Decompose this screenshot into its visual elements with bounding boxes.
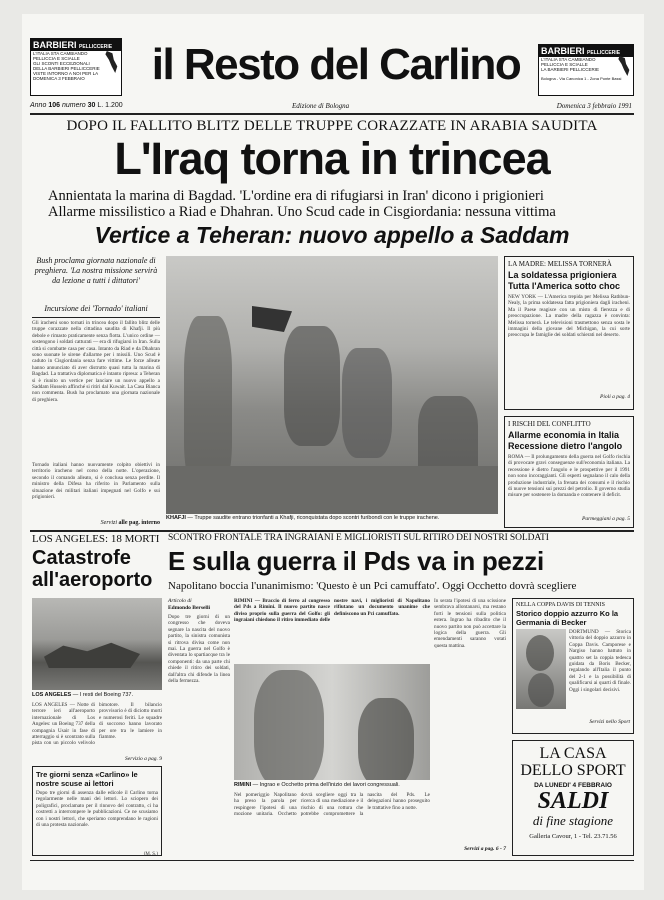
flag-shape (252, 306, 292, 332)
letters-headline: Tre giorni senza «Carlino» le nostre scuse ai lettori (36, 770, 138, 788)
pds-caption-text: Ingrao e Occhetto prima dell'inizio dei lavori congressuali. (259, 782, 400, 788)
lead-deck-1: Annientata la marina di Bagdad. 'L'ordine era di rifugiarsi in Iran' dicono i prigionieri (48, 188, 544, 204)
pds-caption-tag: RIMINI (234, 782, 252, 788)
melissa-kicker: LA MADRE: MELISSA TORNERÀ (508, 260, 612, 268)
left-ad-line: VISTE INTORNO A NOI PER LA DOMENICA 3 FEBBRAIO (33, 71, 98, 81)
pds-body-b: Nel pomeriggio Napolitano ha preso la parola per respingere l'ipotesi di una mozione unitaria. Occhetto dovrà scegliere oggi tra la ricerca di una mediazione e il rischio di una rottura che potrebbe compromettere la nascita del Pds. Le delegazioni hanno proseguito le trattative fino a notte. (234, 792, 430, 818)
khafji-caption: KHAFJI — Truppe saudite entrano trionfanti a Khafji, riconquistata dopo scontri furibondi con le truppe irachene. (166, 515, 440, 521)
la-ref: Servizio a pag. 9 (125, 756, 162, 762)
khafji-caption-text: Truppe saudite entrano trionfanti a Khafji, riconquistata dopo scontri furibondi con le truppe irachene. (194, 515, 440, 521)
numero-label: numero (61, 102, 86, 109)
ad-line-1: LA CASA (539, 745, 607, 762)
pds-ref (434, 846, 506, 852)
left-masthead-ad (30, 38, 122, 96)
pds-deck: Napolitano boccia l'unanimismo: 'Questo è un Pci camuffato'. Oggi Occhetto dovrà scegliere (168, 580, 577, 592)
side-deck-rule (32, 317, 160, 318)
la-kicker: LOS ANGELES: 18 MORTI (32, 533, 160, 545)
anno-value: 106 (48, 102, 60, 109)
lead-body-2: Tornado italiani hanno nuovamente colpito obiettivi in territorio iracheno nel corso della notte. L'operazione, secondo il comando alleato, si è conclusa senza perdite. Il ministro della Difesa ha riferito in Parlamento sulla situazione dei militari italiani impegnati nel Golfo e sui prigionieri. (32, 462, 160, 501)
soldier-figure (342, 348, 392, 458)
khafji-photo (166, 256, 498, 514)
tennis-ref: Servizi nello Sport (589, 719, 630, 725)
lead-headline: L'Iraq torna in trincea (114, 133, 550, 184)
la-headline: Catastrofe all'aeroporto (32, 547, 153, 591)
tennis-kicker: NELLA COPPA DAVIS DI TENNIS (516, 602, 605, 608)
la-body: LOS ANGELES — Notte di terrore ieri all'aeroporto internazionale di Los Angeles: un Boeing 737 della compagnia Usair in fase di atterraggio si è scontrato sulla pista con un piccolo velivolo bimotore. Il bilancio provvisorio è di diciotto morti e numerosi feriti. Le squadre di soccorso hanno lavorato per ore tra le lamiere in fiamme. (32, 702, 162, 747)
tennis-box (512, 598, 634, 734)
edition: Edizione di Bologna (292, 102, 350, 110)
right-ad-line: PELLICCIA E SCIALLE (541, 62, 588, 67)
folio-line (30, 100, 634, 112)
economy-body: ROMA — Il prolungamento della guerra nel Golfo rischia di provocare gravi conseguenze sull'economia italiana. La recessione è dietro l'angolo e le prospettive per il 1991 non sono incoraggianti. Gli esperti segnalano il calo della produzione industriale, la frenata dei consumi e il rischio di nuove tensioni sui prezzi del petrolio. Il governo studia misure per sostenere la domanda e contenere il deficit. (508, 454, 630, 499)
pds-body-a: Dopo tre giorni di un congresso che doveva segnare la nascita del nuovo partito, la sinistra comunista si ritrova divisa come non mai. La guerra nel Golfo è diventata lo spartiacque tra le componenti: da una parte chi chiede il ritiro dei soldati, dall'altra chi difende la linea della fermezza. (168, 614, 230, 685)
economy-ref: Parmeggiani a pag. 5 (582, 516, 630, 522)
melissa-body: NEW YORK — L'America trepida per Melissa Rathbun-Nealy, la prima soldatessa fatta prigioniera dagli iracheni. Ma il Paese reagisce con un misto di fierezza e di preoccupazione. La madre della ragazza è convinta: Melissa tornerà. Le televisioni trasmettono senza sosta le immagini della giovane del Michigan, la cui sorte preoccupa le famiglie dei soldati schierati nel deserto. (508, 294, 630, 339)
side-deck-2: Incursione dei 'Tornado' italiani (44, 304, 148, 313)
pds-headline: E sulla guerra il Pds va in pezzi (168, 546, 544, 576)
ad-line-5: di fine stagione (532, 813, 614, 828)
second-headline: Vertice a Teheran: nuovo appello a Saddam (94, 222, 570, 248)
right-ad-line: L'ITALIA STA CAMBIANDO (541, 57, 596, 62)
la-caption-text: I resti del Boeing 737. (79, 692, 133, 698)
left-ad-line: L'ITALIA STA CAMBIANDO (33, 51, 88, 56)
right-ad-address: Bologna - Via Canonica 1 - Zona Ponte Bassi (541, 76, 622, 81)
letters-box (32, 766, 162, 856)
economy-headline: Allarme economia in Italia Recessione dietro l'angolo (508, 430, 623, 451)
soldier-figure (284, 326, 340, 446)
bottom-rule (30, 860, 634, 861)
pds-article-label: Articolo di (168, 598, 192, 604)
la-photo (32, 598, 162, 690)
casa-sport-ad (512, 740, 634, 856)
la-caption-tag: LOS ANGELES (32, 692, 72, 698)
ground-shape (166, 466, 498, 514)
lead-ref-pages: alle pag. interno (118, 520, 160, 526)
right-ad-line: LA BARBIERI PELLICCERIE (541, 67, 600, 72)
lead-overline: DOPO IL FALLITO BLITZ DELLE TRUPPE CORAZZATE IN ARABIA SAUDITA (66, 118, 598, 134)
khafji-caption-tag: KHAFJI (166, 515, 186, 521)
left-ad-line: GLI SCONTI ECCEZIONALI (33, 61, 90, 66)
wreck-shape (44, 640, 140, 668)
ad-line-2: DELLO SPORT (520, 762, 626, 779)
melissa-ref: Pioli a pag. 4 (600, 394, 630, 400)
issue-date: Domenica 3 febbraio 1991 (556, 102, 632, 110)
lead-ref (32, 520, 160, 526)
player-figure (528, 673, 554, 707)
right-ad-brand: BARBIERI PELLICCERIE (539, 45, 633, 57)
pds-caption: RIMINI — Ingrao e Occhetto prima dell'inizio dei lavori congressuali. (234, 782, 400, 788)
left-ad-line: DELLA BARBIERI PELLICCERIE (33, 66, 100, 71)
pds-lead-body: RIMINI — Braccio di ferro al congresso del Pds a Rimini. Il nuovo partito nasce diviso proprio sulla guerra del Golfo: gli ingraiani chiedono il ritiro immediato delle nostre navi, i miglioristi di Napolitano rifiutano un documento unanime che definiscono un Pci camuffato. (234, 598, 430, 624)
la-caption: LOS ANGELES — I resti del Boeing 737. (32, 692, 133, 698)
ad-line-3: DA LUNEDI' 4 FEBBRAIO (534, 782, 612, 789)
melissa-headline: La soldatessa prigioniera Tutta l'America sotto choc (508, 270, 620, 291)
letters-sign: (M. S.) (143, 852, 158, 857)
ingrao-occhetto-photo (234, 664, 430, 780)
occhetto-figure (358, 698, 414, 780)
lead-ref-label: Servizi (100, 520, 117, 526)
numero-value: 30 (87, 102, 96, 109)
melissa-box (504, 256, 634, 410)
lower-section-rule (30, 530, 634, 532)
player-figure (526, 635, 554, 671)
masthead-rule (30, 113, 634, 115)
pds-author: Edmondo Berselli (168, 605, 211, 611)
pds-ref-text: Servizi a pag. 6 - 7 (464, 846, 506, 852)
pds-overline: SCONTRO FRONTALE TRA INGRAIANI E MIGLIORISTI SUL RITIRO DEI NOSTRI SOLDATI (168, 533, 549, 543)
ingrao-figure (254, 670, 324, 780)
right-masthead-ad (538, 44, 634, 96)
pds-body-c: In serata l'ipotesi di una scissione sembrava allontanarsi, ma restano forti le tensioni sulla politica estera. Ingrao ha ribadito che il nuovo partito non può accettare la logica della guerra. Gli emendamenti saranno votati questa mattina. (434, 598, 506, 649)
left-ad-line: PELLICCIA E SCIALLE (33, 56, 80, 61)
newspaper-title: il Resto del Carlino (151, 40, 521, 89)
ad-address: Galleria Cavour, 1 - Tel. 23.71.56 (529, 833, 617, 840)
newspaper-page (22, 14, 644, 890)
anno-label: Anno (30, 102, 47, 109)
ad-line-4: SALDI (537, 788, 609, 814)
tennis-photo (516, 629, 566, 709)
side-deck-1: Bush proclama giornata nazionale di preghiera. 'La nostra missione servirà da lezione a tutti i dittatori' (34, 256, 158, 285)
economy-box (504, 416, 634, 528)
tennis-headline: Storico doppio azzurro Ko la Germania di Becker (516, 609, 619, 627)
lead-body: Gli iracheni sono tornati in trincea dopo il fallito blitz delle truppe corazzate nella cittadina saudita di Khafji. Il più debole e rimasto praticamente senza flotta. L'unico ordine — sostengono i soldati catturati — era di rifugiarsi in Iran. Sulla città si combatte casa per casa. Intanto da Riad e da Dhahran sono suonate le sirene d'allarme per i missili. Uno Scud è caduto in Cisgiordania senza fare vittime. Le forze alleate hanno annunciato di aver distrutto quasi tutta la marina di Bagdad. La trattativa diplomatica è intanto ripresa: a Teheran si è riunito un vertice per lanciare un nuovo appello a Saddam Hussein affinché si ritiri dal Kuwait. La Casa Bianca non commenta. Bush ha proclamato una giornata nazionale di preghiera. (32, 320, 160, 403)
letters-body: Dopo tre giorni di assenza dalle edicole il Carlino torna regolarmente nelle mani dei lettori. Lo sciopero dei poligrafici, proclamato per il rinnovo del contratto, ci ha costretti a interrompere le pubblicazioni. Ce ne scusiamo con i nostri lettori, che speriamo comprendano le ragioni di una protesta nazionale. (36, 790, 158, 829)
lead-deck-2: Allarme missilistico a Riad e Dhahran. Uno Scud cade in Cisgiordania: nessuna vittima (48, 204, 556, 220)
price: L. 1.200 (97, 102, 123, 109)
tennis-body: DORTMUND — Storica vittoria del doppio azzurro in Coppa Davis. Camporese e Nargiso hanno battuto in quattro set la coppia tedesca guidata da Boris Becker, regalando all'Italia il punto del 2-1 e la possibilità di qualificarsi ai quarti di finale. Oggi i singolari decisivi. (569, 629, 631, 693)
economy-kicker: I RISCHI DEL CONFLITTO (508, 420, 591, 428)
left-ad-brand: BARBIERI PELLICCERIE (31, 39, 121, 51)
